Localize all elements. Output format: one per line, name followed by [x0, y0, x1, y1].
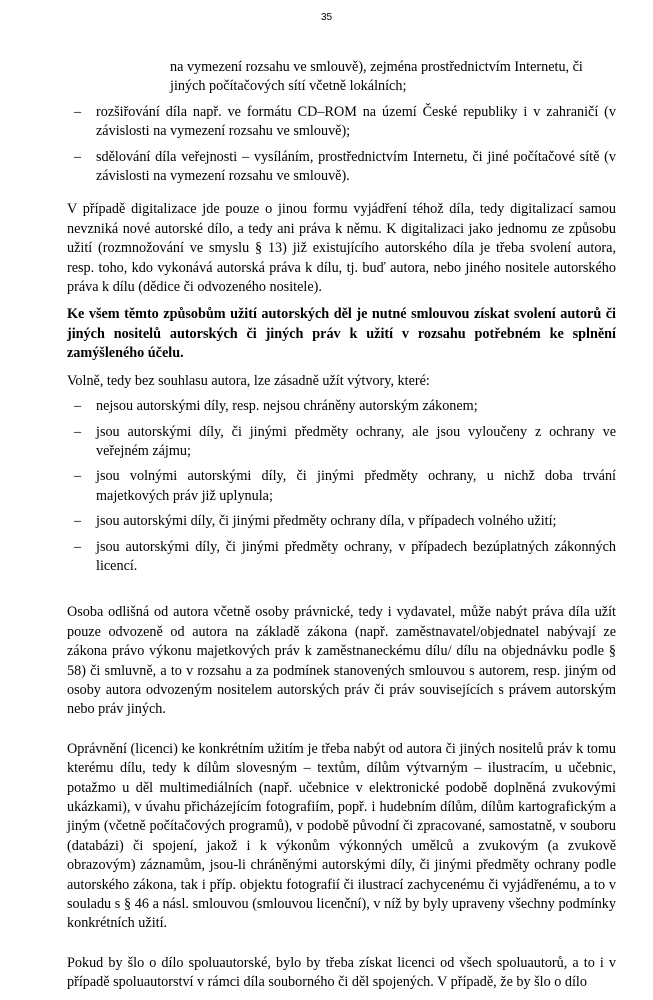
usage-list — [67, 103, 616, 187]
paragraph-free-use-intro: Volně, tedy bez souhlasu autora, lze zásadně užít výtvory, které: — [67, 372, 430, 389]
paragraph-license: Oprávnění (licenci) ke konkrétním užitím je třeba nabýt od autora či jiných nositelů práv k tomu kterému dílu, tedy k dílům slovesným – textům, dílům výtvarným – ilustracím, u učebnic, potažmo u děl multimediálních (např. učebnice v elektronické podobě doplněná zvukovými ukázkami), v úvahu přicházejícím fotografiím, popř. i hudebním dílům, dílům kartografickým a jiným (včetně počítačových programů), v podobě původní či zpracované, samostatně, v souboru (databázi) či spojení, jakož i k výkonům výkonných umělců a zvukovým (a zvukově obrazovým) záznamům, jsou-li chráněnými autorskými díly, či jinými předměty ochrany podle autorského zákona, tak i příp. objektu fotografií či ilustrací zachycenému či vyjádřenému, a to v souladu s § 46 a násl. smlouvou (smlouvou licenční), v níž by byly upraveny všechny podmínky konkrétních užití. — [67, 740, 616, 932]
dash-bullet-icon: – — [74, 398, 82, 415]
free-use-list — [67, 397, 616, 576]
list-item: – jsou volnými autorskými díly, či jinými předměty ochrany, u nichž doba trvání majetkových práv již uplynula; — [74, 468, 616, 504]
list-item: – rozšiřování díla např. ve formátu CD–ROM na území České republiky i v zahraničí (v závislosti na vymezení rozsahu ve smlouvě); — [74, 103, 616, 140]
paragraph-digitization: V případě digitalizace jde pouze o jinou formu vyjádření téhož díla, tedy digitalizací samou nevzniká nové autorské dílo, a tedy ani práva k němu. K digitalizaci jako jednomu ze způsobu užití (rozmnožování ve smyslu § 13) již existujícího autorského díla je třeba svolení autora, resp. toho, kdo vykonává autorská práva k dílu, tj. buď autora, nebo jiného nositele autorského práva k dílu (dědice či odvozeného nositele). — [67, 201, 616, 296]
dash-bullet-icon: – — [74, 468, 82, 485]
list-item: – sdělování díla veřejnosti – vysíláním, prostřednictvím Internetu, či jiné počítačové sítě (v závislosti na vymezení rozsahu ve smlouvě). — [74, 148, 616, 185]
list-item: – nejsou autorskými díly, resp. nejsou chráněny autorským zákonem; — [67, 397, 616, 416]
paragraph-bold-notice: Ke všem těmto způsobům užití autorských děl je nutné smlouvou získat svolení autorů či jiných nositelů autorských či jiných práv k užití v rozsahu potřebném ke splnění zamýšleného účelu. — [67, 306, 616, 362]
paragraph-derived-rights: Osoba odlišná od autora včetně osoby právnické, tedy i vydavatel, může nabýt práva díla užít pouze odvozeně od autora na základě zákona (např. zaměstnavatel/objednatel nabývají ze zákona právo výkonu majetkových práv k zaměstnaneckému dílu/ dílu na objednávku podle § 58) či smluvně, a to v rozsahu a za podmínek stanovených smlouvou s autorem, resp. jiným od osoby autora odvozeným nositelem autorských práv či práv souvisejících s právem autorským nebo práv jiných. — [67, 604, 616, 718]
list-item: – jsou autorskými díly, či jinými předměty ochrany, v případech bezúplatných zákonných licencí. — [74, 538, 616, 574]
dash-bullet-icon: – — [74, 423, 82, 440]
continuation-text: na vymezení rozsahu ve smlouvě), zejména prostřednictvím Internetu, či jiných počítačových sítí včetně lokálních; — [170, 59, 583, 95]
dash-bullet-icon: – — [74, 538, 82, 555]
list-item: – jsou autorskými díly, či jinými předměty ochrany díla, v případech volného užití; — [67, 512, 616, 531]
dash-bullet-icon: – — [74, 148, 82, 165]
document-body — [67, 58, 616, 993]
paragraph-joint-authorship: Pokud by šlo o dílo spoluautorské, bylo by třeba získat licenci od všech spoluautorů, a to i v případě spoluautorství v rámci díla souborného či děl spojených. V případě, že by šlo o dílo — [67, 954, 616, 991]
page-number: 35 — [320, 12, 333, 23]
list-item: – jsou autorskými díly, či jinými předměty ochrany, ale jsou vyloučeny z ochrany ve veřejném zájmu; — [74, 423, 616, 459]
dash-bullet-icon: – — [74, 103, 82, 120]
dash-bullet-icon: – — [74, 513, 82, 530]
